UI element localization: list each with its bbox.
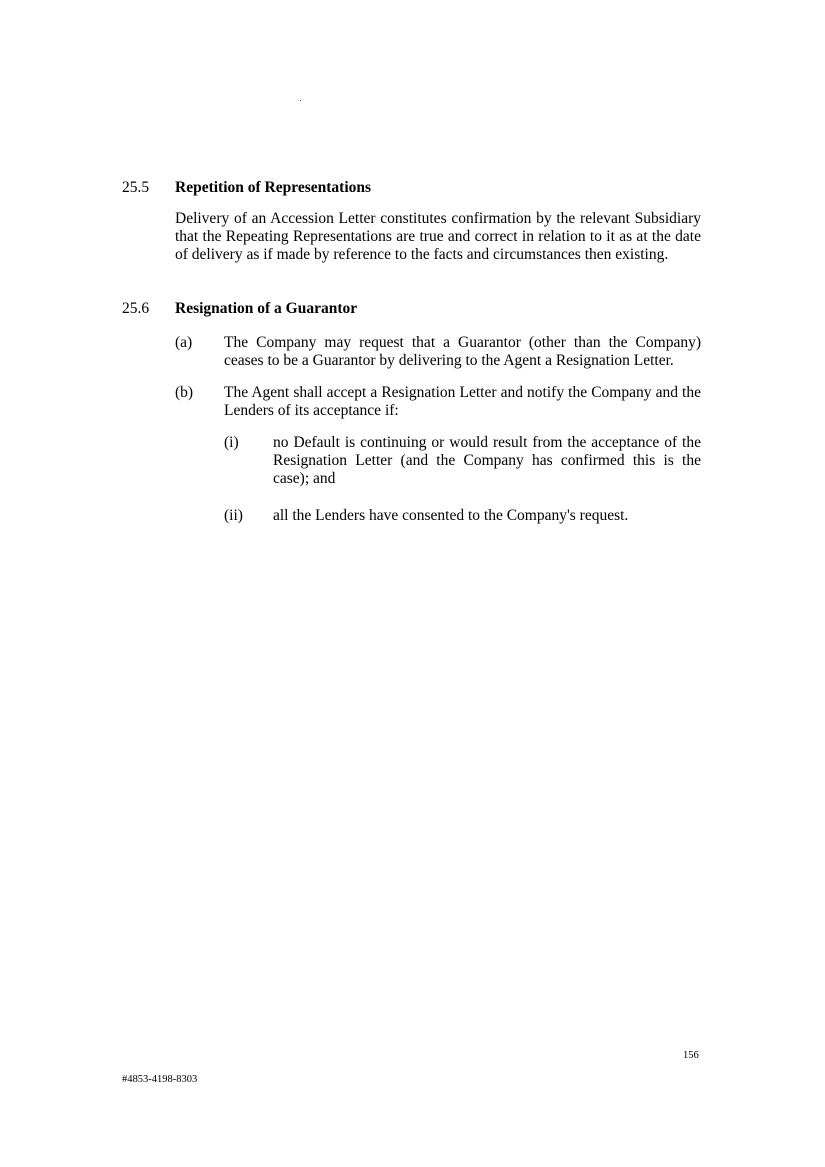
section-number: 25.5 xyxy=(122,179,150,196)
subclause-label: (ii) xyxy=(224,507,243,524)
clause-text: The Agent shall accept a Resignation Letter and notify the Company and the Lenders of its acceptance if: xyxy=(224,384,701,419)
clause-label: (b) xyxy=(175,384,194,401)
subclause-text: all the Lenders have consented to the Company's request. xyxy=(273,507,629,524)
section-body: Delivery of an Accession Letter constitutes confirmation by the relevant Subsidiary that the Repeating Representations are true and correct in relation to it as at the date of delivery as if made by reference to the facts and circumstances then existing. xyxy=(175,210,701,263)
document-reference: #4853-4198-8303 xyxy=(122,1074,198,1085)
clause-text: The Company may request that a Guarantor (other than the Company) ceases to be a Guarantor by delivering to the Agent a Resignation Letter. xyxy=(224,334,701,369)
section-heading: Repetition of Representations xyxy=(175,179,372,196)
stray-mark xyxy=(300,100,301,101)
section-number: 25.6 xyxy=(122,300,150,317)
section-heading: Resignation of a Guarantor xyxy=(175,300,358,317)
page-number: 156 xyxy=(683,1050,699,1061)
clause-label: (a) xyxy=(175,334,193,351)
subclause-label: (i) xyxy=(224,434,239,451)
subclause-text: no Default is continuing or would result from the acceptance of the Resignation Letter (and the Company has confirmed this is the case); and xyxy=(273,434,701,487)
